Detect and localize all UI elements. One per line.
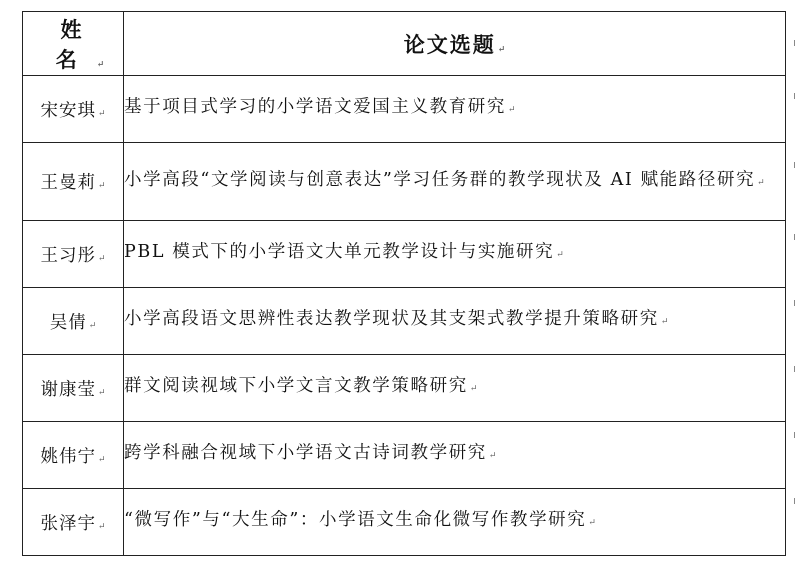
table-row bbox=[23, 422, 786, 489]
student-name: 姚伟宁 bbox=[40, 446, 96, 467]
student-name-cell bbox=[23, 143, 124, 221]
thesis-title-cell bbox=[124, 355, 786, 422]
paragraph-mark-icon: ↵ bbox=[469, 384, 478, 394]
paragraph-mark-icon: ↵ bbox=[97, 521, 106, 532]
thesis-title-cell bbox=[124, 143, 786, 221]
row-end-marker bbox=[794, 300, 798, 306]
paragraph-mark-icon: ↵ bbox=[96, 59, 105, 70]
header-title-label: 论文选题 bbox=[403, 31, 496, 57]
paragraph-mark-icon: ↵ bbox=[588, 518, 596, 528]
paragraph-mark-icon: ↵ bbox=[97, 181, 106, 191]
student-name: 宋安琪 bbox=[40, 100, 96, 121]
row-end-marker bbox=[794, 40, 798, 46]
header-name-cell bbox=[23, 12, 124, 76]
student-name: 吴倩 bbox=[49, 312, 87, 333]
thesis-topics-table bbox=[22, 11, 786, 556]
row-end-marker bbox=[794, 93, 798, 99]
student-name: 张泽宇 bbox=[40, 513, 96, 534]
student-name: 王习彤 bbox=[40, 245, 96, 266]
row-end-marker bbox=[794, 234, 798, 240]
paragraph-mark-icon: ↵ bbox=[757, 177, 765, 188]
row-end-marker bbox=[794, 432, 798, 438]
paragraph-mark-icon: ↵ bbox=[97, 387, 106, 398]
student-name-cell bbox=[23, 76, 124, 143]
paragraph-mark-icon: ↵ bbox=[88, 320, 97, 331]
header-title-cell bbox=[124, 12, 786, 76]
thesis-title-cell bbox=[124, 76, 786, 143]
table-row bbox=[23, 76, 786, 143]
paragraph-mark-icon: ↵ bbox=[497, 44, 506, 55]
thesis-title: PBL 模式下的小学语文大单元教学设计与实施研究 bbox=[124, 242, 555, 262]
thesis-title: “微写作”与“大生命”：小学语文生命化微写作教学研究 bbox=[124, 510, 587, 530]
thesis-title: 跨学科融合视域下小学语文古诗词教学研究 bbox=[124, 443, 487, 463]
paragraph-mark-icon: ↵ bbox=[556, 250, 564, 260]
paragraph-mark-icon: ↵ bbox=[97, 454, 106, 465]
student-name-cell bbox=[23, 489, 124, 556]
student-name-cell bbox=[23, 355, 124, 422]
thesis-title: 群文阅读视域下小学文言文教学策略研究 bbox=[124, 376, 468, 396]
table-row bbox=[23, 489, 786, 556]
student-name-cell bbox=[23, 221, 124, 288]
row-end-marker bbox=[794, 162, 798, 168]
paragraph-mark-icon: ↵ bbox=[97, 108, 106, 119]
paragraph-mark-icon: ↵ bbox=[660, 317, 669, 327]
table-header-row bbox=[23, 12, 786, 76]
thesis-title-cell bbox=[124, 422, 786, 489]
student-name: 王曼莉 bbox=[40, 173, 96, 193]
table-row bbox=[23, 355, 786, 422]
student-name-cell bbox=[23, 288, 124, 355]
thesis-title-cell bbox=[124, 288, 786, 355]
table-row bbox=[23, 288, 786, 355]
row-end-marker bbox=[794, 498, 798, 504]
table-row bbox=[23, 221, 786, 288]
thesis-title: 小学高段“文学阅读与创意表达”学习任务群的教学现状及 AI 赋能路径研究 bbox=[124, 169, 756, 190]
paragraph-mark-icon: ↵ bbox=[488, 451, 497, 461]
thesis-title-cell bbox=[124, 221, 786, 288]
paragraph-mark-icon: ↵ bbox=[508, 105, 516, 115]
header-name-label: 姓 名 bbox=[55, 16, 100, 72]
table-row bbox=[23, 143, 786, 221]
thesis-title-cell bbox=[124, 489, 786, 556]
student-name: 谢康莹 bbox=[40, 379, 96, 400]
student-name-cell bbox=[23, 422, 124, 489]
row-end-marker bbox=[794, 366, 798, 372]
thesis-title: 基于项目式学习的小学语文爱国主义教育研究 bbox=[124, 97, 506, 117]
thesis-title: 小学高段语文思辨性表达教学现状及其支架式教学提升策略研究 bbox=[124, 309, 659, 329]
paragraph-mark-icon: ↵ bbox=[97, 253, 106, 264]
